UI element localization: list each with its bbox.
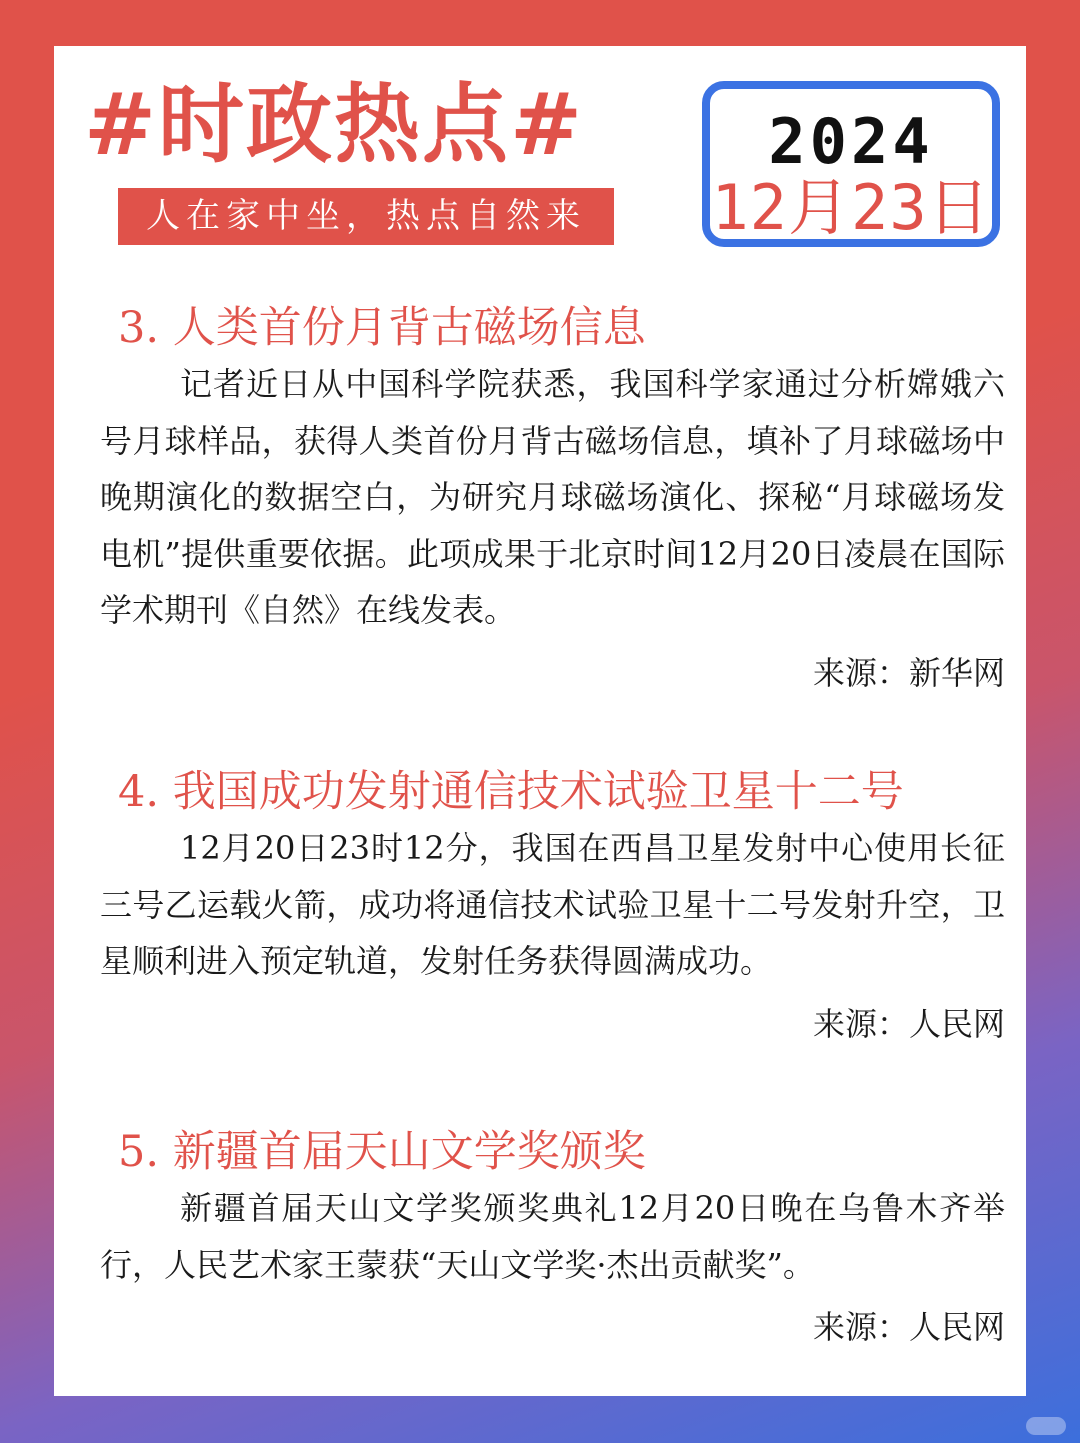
- tagline-banner: 人在家中坐，热点自然来: [118, 188, 614, 245]
- content-card: [54, 46, 1026, 1396]
- article-body: 12月20日23时12分，我国在西昌卫星发射中心使用长征三号乙运载火箭，成功将通信技术试验卫星十二号发射升空，卫星顺利进入预定轨道，发射任务获得圆满成功。: [100, 829, 1005, 980]
- article-body: 记者近日从中国科学院获悉，我国科学家通过分析嫦娥六号月球样品，获得人类首份月背古磁场信息，填补了月球磁场中晚期演化的数据空白，为研究月球磁场演化、探秘“月球磁场发电机”提供重要依据。此项成果于北京时间12月20日凌晨在国际学术期刊《自然》在线发表。: [100, 365, 1005, 629]
- article-title: 5. 新疆首届天山文学奖颁奖: [118, 1127, 646, 1177]
- page-headline: #时政热点#: [84, 75, 585, 175]
- date-day: 12月23日: [711, 171, 991, 244]
- article-item: [100, 300, 1005, 701]
- article-item: [100, 764, 1005, 1052]
- article-body: 新疆首届天山文学奖颁奖典礼12月20日晚在乌鲁木齐举行，人民艺术家王蒙获“天山文学奖·杰出贡献奖”。: [100, 1189, 1005, 1284]
- date-year: 2024: [768, 105, 934, 178]
- article-source: 来源：新华网: [812, 653, 1005, 692]
- article-title: 3. 人类首份月背古磁场信息: [118, 303, 646, 353]
- article-item: [100, 1124, 1005, 1355]
- article-title: 4. 我国成功发射通信技术试验卫星十二号: [118, 767, 904, 817]
- article-source: 来源：人民网: [812, 1308, 1005, 1346]
- date-box: [702, 81, 1000, 247]
- article-source: 来源：人民网: [812, 1004, 1005, 1043]
- watermark-badge: [1026, 1417, 1066, 1435]
